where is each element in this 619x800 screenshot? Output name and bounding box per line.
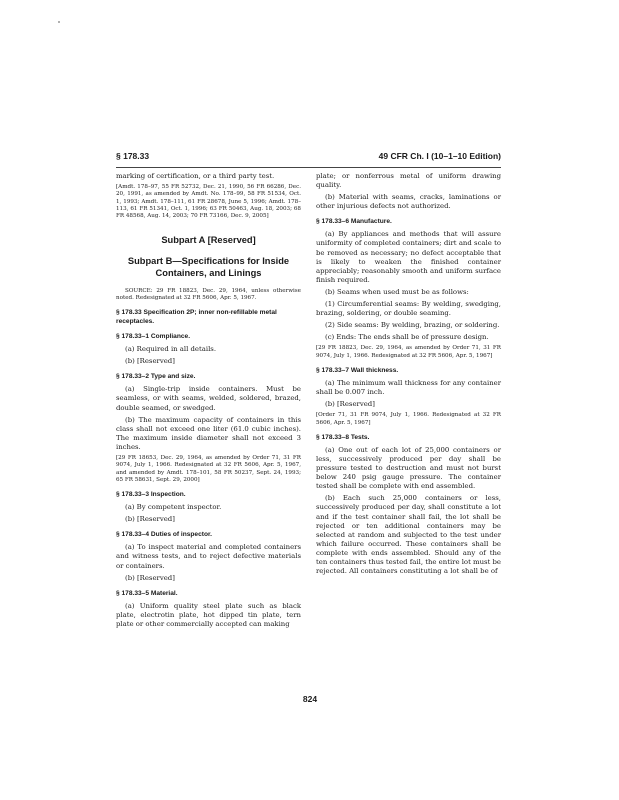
paragraph: (a) By appliances and methods that will assure uniformity of completed containers; dirt and scale to be removed as necessary; no defect acceptable that is likely to weaken the finished container appreciably; reasonably smooth and uniform surface finish required. <box>316 230 501 284</box>
paragraph: (b) Seams when used must be as follows: <box>325 287 469 296</box>
citation: [Order 71, 31 FR 9074, July 1, 1966. Redesignated at 32 FR 5606, Apr. 5, 1967] <box>316 412 501 426</box>
section-heading-178-33: § 178.33 Specification 2P; inner non-refillable metal receptacles. <box>116 309 277 326</box>
paragraph: (b) [Reserved] <box>125 357 175 366</box>
paragraph: (b) Material with seams, cracks, laminations or other injurious defects not authorized. <box>316 193 501 211</box>
citation: [29 FR 18653, Dec. 29, 1964, as amended by Order 71, 31 FR 9074, July 1, 1966. Redesignated at 32 FR 5606, Apr. 5, 1967, and amended by Amdt. 178–101, 58 FR 50237, Sept. 24, 1993; 65 FR 58631, Sept. 29, 2000] <box>116 455 301 483</box>
source-note: SOURCE: 29 FR 18823, Dec. 29, 1964, unless otherwise noted. Redesignated at 32 FR 5606, Apr. 5, 1967. <box>116 287 301 301</box>
carryover-citation: [Amdt. 178–97, 55 FR 52732, Dec. 21, 1990, 56 FR 66286, Dec. 20, 1991, as amended by Amdt. No. 178–99, 58 FR 51534, Oct. 1, 1993; Amdt. 178–111, 61 FR 28678, June 5, 1996; Amdt. 178–113, 61 FR 51341, Oct. 1, 1996; 63 FR 50463, Aug. 18, 2003; 68 FR 48568, Aug. 14, 2003; 70 FR 73166, Dec. 9, 2005] <box>116 184 301 220</box>
paragraph: (2) Side seams: By welding, brazing, or soldering. <box>325 321 500 330</box>
right-column <box>316 172 501 579</box>
scan-speck <box>58 21 60 23</box>
section-heading-wall-thickness: § 178.33–7 Wall thickness. <box>316 367 399 374</box>
section-heading-tests: § 178.33–8 Tests. <box>316 433 370 441</box>
paragraph-continued: plate; or nonferrous metal of uniform drawing quality. <box>316 172 501 190</box>
paragraph: (a) To inspect material and completed containers and witness tests, and to reject defective materials or containers. <box>116 543 301 570</box>
paragraph: (1) Circumferential seams: By welding, swedging, brazing, soldering, or double seaming. <box>316 300 501 318</box>
subpart-a-heading: Subpart A [Reserved] <box>161 234 256 245</box>
paragraph: (b) [Reserved] <box>325 400 375 409</box>
running-header <box>116 151 501 165</box>
paragraph: (a) The minimum wall thickness for any container shall be 0.007 inch. <box>316 379 501 397</box>
paragraph: (a) Required in all details. <box>125 345 217 354</box>
section-heading-inspection: § 178.33–3 Inspection. <box>116 491 186 499</box>
paragraph: (b) [Reserved] <box>125 573 175 582</box>
citation: [29 FR 18823, Dec. 29, 1964, as amended by Order 71, 31 FR 9074, July 1, 1966. Redesignated at 32 FR 5606, Apr. 5, 1967] <box>316 345 501 359</box>
section-heading-material: § 178.33–5 Material. <box>116 589 178 597</box>
carryover-text: marking of certification, or a third party test. <box>116 172 275 180</box>
paragraph: (a) One out of each lot of 25,000 containers or less, successively produced per day shall be pressure tested to destruction and must not burst below 240 psig gauge pressure. The container tested shall be complete with end assembled. <box>316 445 501 491</box>
section-heading-duties: § 178.33–4 Duties of inspector. <box>116 531 213 539</box>
paragraph: (b) [Reserved] <box>125 515 175 524</box>
header-section-ref: § 178.33 <box>116 151 150 161</box>
section-heading-manufacture: § 178.33–6 Manufacture. <box>316 218 392 226</box>
header-rule <box>116 167 501 168</box>
subpart-b-heading: Subpart B—Specifications for Inside Containers, and Linings <box>127 255 290 278</box>
paragraph: (a) By competent inspector. <box>125 503 222 512</box>
paragraph: (b) Each such 25,000 containers or less, successively produced per day, shall constitute a lot and if the test container shall fail, the lot shall be rejected or ten additional containers may be selected at random and subjected to the test under which failure occurred. These containers shall be complete with ends assembled. Should any of the ten containers thus tested fail, the entire lot must be rejected. All containers constituting a lot shall be of <box>316 494 501 576</box>
section-heading-type-size: § 178.33–2 Type and size. <box>116 373 196 381</box>
left-column <box>116 172 301 632</box>
paragraph: (c) Ends: The ends shall be of pressure design. <box>325 333 489 342</box>
page-number: 824 <box>302 694 318 704</box>
section-heading-compliance: § 178.33–1 Compliance. <box>116 333 191 341</box>
header-edition: 49 CFR Ch. I (10–1–10 Edition) <box>378 151 501 161</box>
paragraph: (a) Single-trip inside containers. Must be seamless, or with seams, welded, soldered, brazed, double seamed, or swedged. <box>116 385 301 412</box>
paragraph: (a) Uniform quality steel plate such as black plate, electrotin plate, hot dipped tin plate, tern plate or other commercially accepted can making <box>116 601 301 628</box>
paragraph: (b) The maximum capacity of containers in this class shall not exceed one liter (61.0 cubic inches). The maximum inside diameter shall not exceed 3 inches. <box>116 415 301 451</box>
